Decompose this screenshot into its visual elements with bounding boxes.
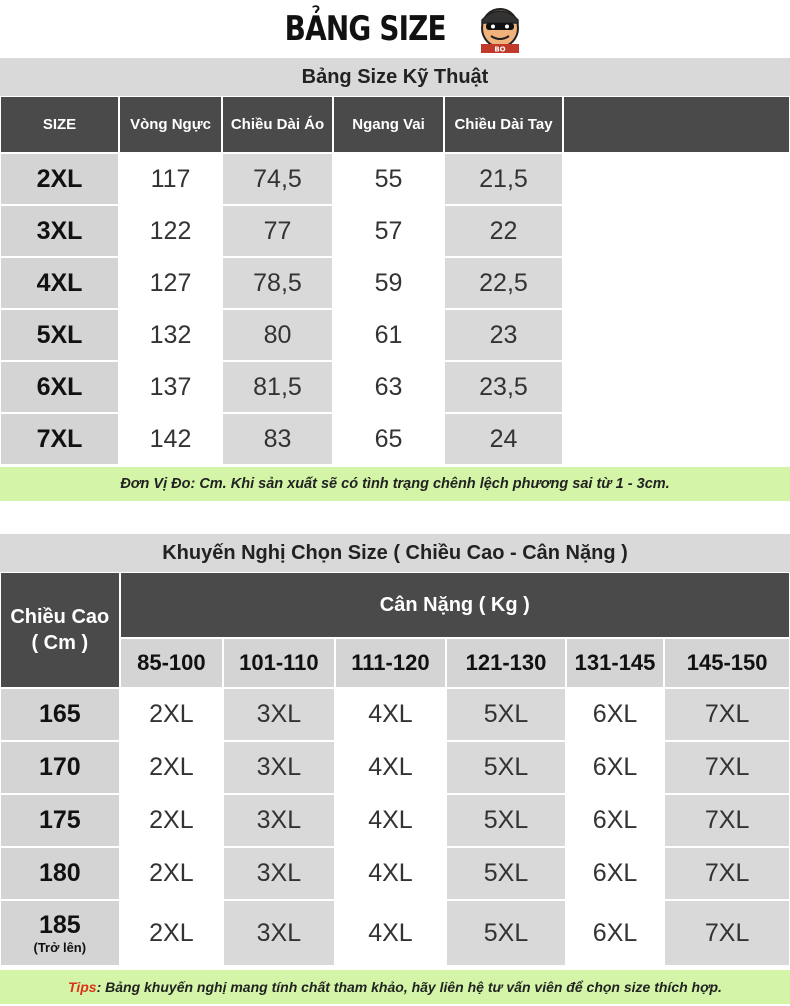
size-cell: 4XL [336,689,446,740]
length-value: 78,5 [223,258,332,308]
chest-value: 137 [120,362,221,412]
table-row [1,154,789,204]
weight-range-row [1,639,789,687]
height-label: 180 [1,848,119,899]
col-empty [564,97,789,152]
col-length: Chiều Dài Áo [223,97,332,152]
size-cell: 7XL [665,901,789,965]
chest-value: 127 [120,258,221,308]
measurement-note: Đơn Vị Đo: Cm. Khi sản xuất sẽ có tình trạng chênh lệch phương sai từ 1 - 3cm. [0,467,790,501]
size-cell: 7XL [665,848,789,899]
table-row [1,414,789,464]
table-row [1,258,789,308]
page-title: BẢNG SIZE [284,9,446,49]
size-cell: 6XL [567,689,663,740]
size-cell: 7XL [665,742,789,793]
length-value: 80 [223,310,332,360]
tips-note [0,970,790,1004]
size-cell: 6XL [567,742,663,793]
shoulder-value: 65 [334,414,443,464]
tips-text: : Bảng khuyến nghị mang tính chất tham khảo, hãy liên hệ tư vấn viên để chọn size thích hợp. [96,979,722,995]
col-size: SIZE [1,97,118,152]
recommend-table-title: Khuyến Nghị Chọn Size ( Chiều Cao - Cân Nặng ) [0,534,790,572]
size-label: 5XL [1,310,118,360]
size-label: 3XL [1,206,118,256]
size-cell: 5XL [447,901,565,965]
height-label-cell [1,901,119,965]
size-label: 2XL [1,154,118,204]
shoulder-value: 55 [334,154,443,204]
tips-label: Tips [68,979,97,995]
size-label: 6XL [1,362,118,412]
height-label: 165 [1,689,119,740]
table-row [1,310,789,360]
table-row [1,901,789,965]
length-value: 74,5 [223,154,332,204]
table-row [1,848,789,899]
size-cell: 2XL [121,795,223,846]
size-label: 4XL [1,258,118,308]
height-header-label: Chiều Cao [10,606,110,628]
sleeve-value: 22 [445,206,562,256]
table-row [1,362,789,412]
size-cell: 3XL [224,689,334,740]
size-cell: 6XL [567,795,663,846]
length-value: 77 [223,206,332,256]
size-cell: 7XL [665,795,789,846]
weight-range: 121-130 [447,639,565,687]
size-cell: 6XL [567,901,663,965]
size-cell: 5XL [447,742,565,793]
weight-range: 101-110 [224,639,334,687]
size-cell: 4XL [336,742,446,793]
page-header [0,0,790,58]
chest-value: 142 [120,414,221,464]
size-cell: 5XL [447,795,565,846]
table-row [1,795,789,846]
size-cell: 2XL [121,848,223,899]
weight-range: 85-100 [121,639,223,687]
col-sleeve: Chiều Dài Tay [445,97,562,152]
weight-header: Cân Nặng ( Kg ) [121,573,789,637]
size-cell: 6XL [567,848,663,899]
height-sub-label: (Trở lên) [33,939,87,955]
size-cell: 3XL [224,795,334,846]
size-cell: 7XL [665,689,789,740]
shoulder-value: 63 [334,362,443,412]
chest-value: 117 [120,154,221,204]
chest-value: 132 [120,310,221,360]
size-cell: 5XL [447,848,565,899]
size-cell: 2XL [121,901,223,965]
height-header [1,573,119,687]
shoulder-value: 61 [334,310,443,360]
length-value: 83 [223,414,332,464]
size-cell: 2XL [121,742,223,793]
sleeve-value: 23 [445,310,562,360]
length-value: 81,5 [223,362,332,412]
table-row [1,689,789,740]
chest-value: 122 [120,206,221,256]
shoulder-value: 57 [334,206,443,256]
tech-header-row [1,97,789,152]
sleeve-value: 22,5 [445,258,562,308]
size-cell: 3XL [224,901,334,965]
height-header-unit: ( Cm ) [31,632,89,654]
size-cell: 4XL [336,901,446,965]
shoulder-value: 59 [334,258,443,308]
col-chest: Vòng Ngực [120,97,221,152]
tech-size-table [0,95,790,466]
size-label: 7XL [1,414,118,464]
weight-range: 145-150 [665,639,789,687]
height-label: 185 [38,910,81,939]
col-shoulder: Ngang Vai [334,97,443,152]
weight-range: 111-120 [336,639,446,687]
size-cell: 5XL [447,689,565,740]
recommend-size-table [0,571,790,967]
size-cell: 3XL [224,742,334,793]
logo-text: BO [494,45,506,54]
height-label: 175 [1,795,119,846]
height-label: 170 [1,742,119,793]
size-cell: 3XL [224,848,334,899]
weight-range: 131-145 [567,639,663,687]
size-cell: 4XL [336,795,446,846]
sleeve-value: 23,5 [445,362,562,412]
tech-table-title: Bảng Size Kỹ Thuật [0,58,790,96]
size-cell: 2XL [121,689,223,740]
recommend-header-row [1,573,789,637]
size-cell: 4XL [336,848,446,899]
mascot-logo-icon [477,4,523,54]
sleeve-value: 21,5 [445,154,562,204]
table-row [1,742,789,793]
sleeve-value: 24 [445,414,562,464]
table-row [1,206,789,256]
